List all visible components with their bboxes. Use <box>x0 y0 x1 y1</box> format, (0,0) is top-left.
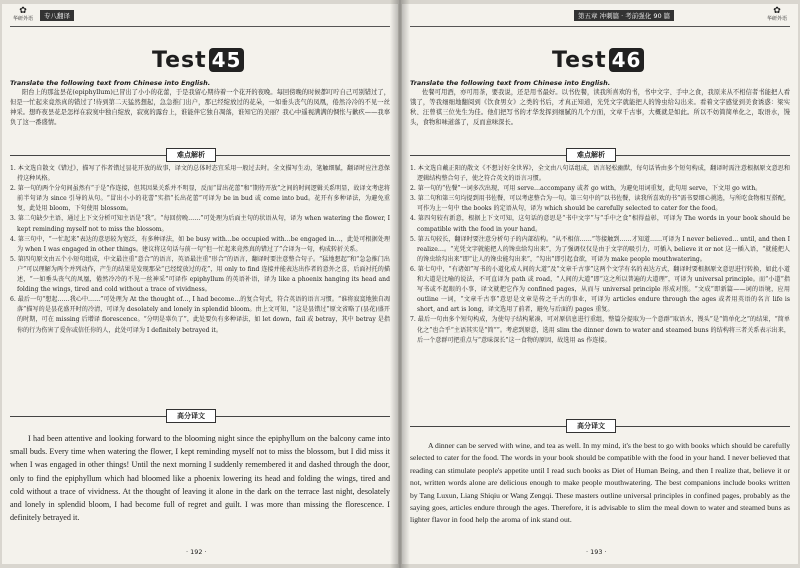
book-gutter <box>390 0 410 568</box>
left-header-tag: 专八翻译 <box>40 10 74 21</box>
right-source-text: 佐餐可用酒，亦可用茶，要我说，还是用书最好。以书佐餐，读我所喜欢的书，书中文字、手中之食，我原来从不相信者书能把人看饿了，等我细细地翻阅到《饮食男女》之类的书后，才真正知道，光凭文字就能把人的馋虫给勾出来。看着文字感觉到美食诱惑：梁实秋、汪曾祺三位先生为佳。他们把写书的才华发挥到细腻的几个方面，文章千古事，大概就是如此。所以不妨简简单化之，取语水，馒头，食物和味道落了，反而意味深长。 <box>410 89 790 126</box>
note-item: 7. 最后一句由多个短句构成，为使句子结构紧凑，可对原信息进行重组，整篇分提取为一个意群“取语水，馒头”是“简单化之”的结果，“简单化之”也合乎“主语其实是”简“”。考虑到原意，选用 slim the dinner down to water and steamed buns 的结构将三者关系表示出来，后一个意群可把重点与“意味深长”这一食物的原因，故选用 as 作连接。 <box>410 316 790 344</box>
note-item: 3. 第二句和第三句均提到用书佐餐，可以考虑整合为一句。第三句中的“以书佐餐，读我所喜欢的书”需书要细心挑选，与所吃食物相互搭配，可作为上一句中 the books 的定语从句，译为 which should be carefully selected to cater for the food。 <box>410 195 790 213</box>
left-test-title <box>152 48 244 73</box>
note-item: 1. 本文选自戴正阳的散文《不想讨好全世界》，全文由八句话组成，语言轻松幽默，每句话皆由多个短句构成，翻译时需注意根据原文意思和逻辑结构整合句子，使之符合英文的语言习惯。 <box>410 165 790 183</box>
right-header-rule <box>410 26 790 27</box>
right-trans-title: 高分译文 <box>566 419 616 433</box>
left-instruction: Translate the following text from Chinese into English. <box>10 79 211 87</box>
left-translation: I had been attentive and looking forward to the blooming night since the epiphyllum on the balcony came into small buds. Every time when watering the flower, I kept reminding myself not to miss the blossom, but I did miss it when I was engaged in other things! Until the next morning I suddenly remembered it and dashed through the door, only to find the epiphyllum which had bloomed like a phoenix lowering its head and folding the wings, tired and cold without a trace of vividness. At the thought of leaving it alone in the dark on the terrace last night, desolately and lonely in splendid bloom, I had become full of regret and guilt. I was more than missing the florescence. I definitely betrayed it. <box>10 434 390 523</box>
right-page <box>402 4 798 564</box>
right-notes-title: 难点解析 <box>566 148 616 162</box>
note-item: 1. 本文选自散文《错过》，描写了作者错过昙花开放的故事，译文的总体时态宜采用一般过去时。全文描写生动，笔触细腻，翻译时应注意保持这种风格。 <box>10 165 390 183</box>
note-item: 5. 第四句原文由五个小短句组成，中文最注重“意合”的语言，英语最注重“形合”的语言，翻译时要注意整合句子。“猛地想起”和“急急推门出户”可以理解为两个并列动作，产生的结果是发现那朵“已经绽放过的花”，用 only to find 连接并能表达出作者的意外之喜，后面衬托的描述，“一如垂头丧气的凤凰，倦然冷冷的不见一丝神采”可译作 epiphyllum 的英语补语，译为 like a phoenix hanging its head and folding the wings, tired and cold without a trace of vividness。 <box>10 255 390 294</box>
right-page-number: · 193 · <box>586 548 607 556</box>
right-header-tag: 第五章 冲刺篇 · 考前强化 90 篇 <box>574 10 674 21</box>
right-notes-list <box>410 164 790 346</box>
test-word: Test <box>152 48 207 73</box>
note-item: 4. 第四句较有新意，根据上下文可知，这句话的意思是“书中文字”与“手中之食”相得益彰，可译为 The words in your book should be compatible with the food in your hand。 <box>410 215 790 233</box>
left-header-rule <box>10 26 390 27</box>
left-page-number: · 192 · <box>186 548 207 556</box>
left-page <box>2 4 398 564</box>
logo-text: 华研外语 <box>766 16 787 22</box>
test-word: Test <box>552 48 607 73</box>
right-instruction: Translate the following text from Chinese into English. <box>410 79 611 87</box>
test-number-badge: 45 <box>209 48 245 72</box>
note-item: 2. 第一句的两个分句间虽然有“于是”作连接，但其因果关系并不明显，反而“冒出花蕾”和“期待开放”之间的时间逻辑关系明显，故译文考虑将前半句译为 since 引导的从句。“冒出小小的花蕾”实指“长出花蕾”可译为 be in bud 或 come into bud。花开有多种译法，为避免重复，此处用 bloom，下句使用 blossom。 <box>10 185 390 213</box>
note-item: 6. 最后一句“想起……我心中……”可处理为 At the thought of…, I had become…的复合句式，符合英语的语言习惯。“谁将寂寞地独自凋落”描写的是昙花盛开时的冷清，可译为 desolately and lonely in splendid bloom。由上文可知，“这是昙错过”原文省略了(昙花)盛开的时期，可在 missing 后增译 florescence。“分明是辜负了”，此处要负有多种译法，如 let down，fail 或 betray，其中 betray 是指你的行为伤害了爱你或信任你的人，此处可译为 I definitely betrayed it。 <box>10 296 390 334</box>
test-number-badge: 46 <box>609 48 645 72</box>
note-item: 2. 第一句的“佐餐”一词多次出现，可用 serve…accompany 或者 go with，为避免用词重复，此句用 serve，下文用 go with。 <box>410 185 762 193</box>
logo-text: 华研外语 <box>12 16 33 22</box>
publisher-logo <box>10 6 36 24</box>
left-source-text: 阳台上的那盆昙花(epiphyllum)已冒出了小小的花蕾，于是我留心期待着一个花开的夜晚。每回傍晚的时候都叮咛自己可别错过了，但是一忙起来竟然真的错过了!待到第二天猛然想起，急急推门出户，那已经绽放过的花朵，一如垂头丧气的凤凰，倦然冷冷的不见一丝神采。想昨夜昙花是怎样在寂寞中独自绽放，寂寞的露台上，谁能伴它独自凋落，谁知它的美丽？我心中遥视满满的惆怅与歉疚——我辜负了这一番盛情。 <box>10 89 390 126</box>
note-item: 4. 第三句中，“一忙起来”表达的意思较为宽泛，有多种译法，如 be busy with…be occupied with…be engaged in…，此处可根据处理为 when I was engaged in other things。建议将这句话与前一句“但一忙起来竟然真的错过了”合译为一句，构成转折关系。 <box>10 235 390 253</box>
right-translation: A dinner can be served with wine, and tea as well. In my mind, it's the best to go with books which should be carefully selected to cater for the food. The words in your book should be compatible with the food in your hand. I never believed that reading can stimulate people's appetite until I read such books as Diet of Human Being, and then I realize that, believe it or not, written words alone are delicious enough to make people mouthwatering. The best companions include books written by Tang Luxun, Liang Shiqiu or Wang Zengqi. These masters outline universal principles in confined pages, probably as the saying goes, articles endure through the ages. Therefore, it is advisable to slim the meal down to water and steamed buns as lighter flavor in food help the aroma of ink stand out. <box>410 441 790 525</box>
left-trans-title: 高分译文 <box>166 409 216 423</box>
right-test-title <box>552 48 644 73</box>
left-notes-title: 难点解析 <box>166 148 216 162</box>
publisher-logo <box>764 6 790 24</box>
left-notes-list <box>10 164 390 336</box>
logo-mark-icon: ✿ <box>19 6 27 16</box>
note-item: 3. 第二句缺少主语，通过上下文分析可知主语是“我”。“每回傍晚……”可处理为后面主句的状语从句，译为 when watering the flower, I kept reminding myself not to miss the blossom。 <box>10 215 390 233</box>
note-item: 5. 第五句较长，翻译时要注意分析句子的内部结构。“从不相信……”等接触到……才知道……可译为 I never believed… until, and then I realize…。“光凭文字就能把人的馋虫给勾出来”，为了强调仅仅是由于文字的吸引力，可插入 believe it or not 这一插入语，“就能把人的馋虫给勾出来”即“让人的馋虫能勾出来”，“勾出”即引起食欲，可译为 make people mouthwatering。 <box>410 235 790 263</box>
logo-mark-icon: ✿ <box>773 6 781 16</box>
note-item: 6. 第七句中，“有诸如”写书的小道化成人间的大道”及“文章千古事”这两个文学有名的表达方式，翻译时要根据原文意思进行转换，如此小道和大道是比喻的说法，不可直译为 path 或 road，“人间的大道”即“这之所以普遍的大道理”，可译为 universal principle。而“小道”指写书或不起眼的小事，译文就把它作为 confined pages，从而与 universal principle 形成对照。“文成”即新篇——词的语境，应用 outline 一词，“文章千古事”意思是文章是传之千古的事业，可译为 articles endure through the ages 或者用英语的名言 life is short, and art is long，译文选用了前者，避免与后面的 pages 重复。 <box>410 265 790 314</box>
